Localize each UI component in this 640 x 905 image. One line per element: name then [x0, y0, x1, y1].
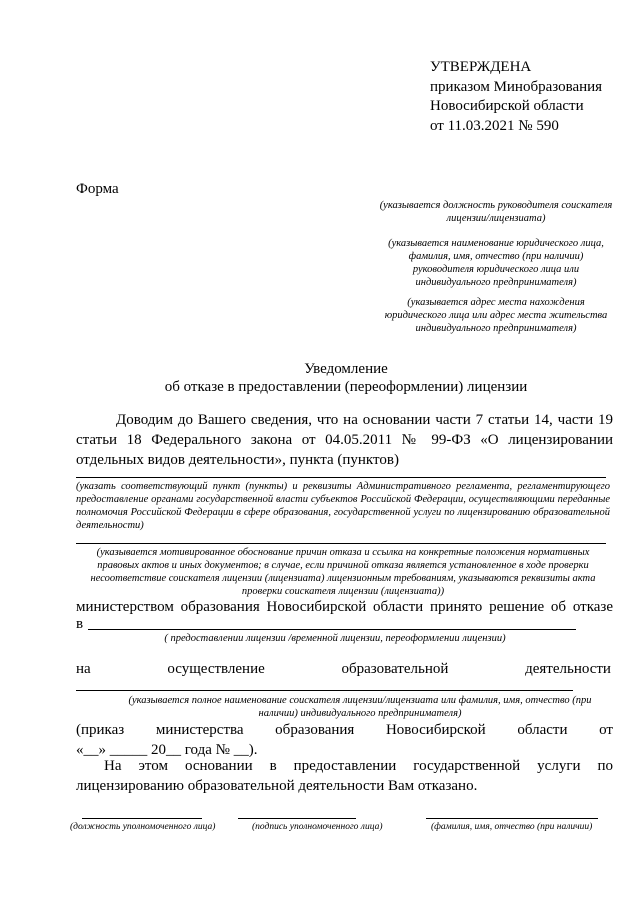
decision-type-note: ( предоставлении лицензии /временной лицензии, переоформлении лицензии) — [164, 633, 506, 644]
order-line-2: «__» _____ 20__ года № __). — [76, 742, 258, 758]
activity-word-2: осуществление — [167, 661, 265, 677]
final-line-1: На этом основании в предоставлении государственной услуги по — [104, 758, 613, 774]
final-line-2: лицензированию образовательной деятельности Вам отказано. — [76, 778, 478, 794]
order-line-1: (приказ министерства образования Новосибирской области от — [76, 722, 613, 738]
decision-type-fill-line — [88, 629, 576, 630]
addressee-name-note: (указывается наименование юридического лица, фамилия, имя, отчество (при наличии) руководителя юридического лица или индивидуального предпринимателя) — [388, 238, 604, 288]
form-label: Форма — [76, 181, 119, 197]
approval-order: приказом Минобразования — [430, 78, 603, 95]
applicant-note: (указывается полное наименование соискателя лицензии/лицензиата или фамилия, имя, отчество (при наличии) индивидуального предпринимателя) — [128, 695, 592, 719]
intro-line-3: отдельных видов деятельности», пункта (пунктов) — [76, 452, 399, 468]
decision-v: в — [76, 616, 84, 632]
reason-fill-line — [76, 543, 606, 544]
activity-word-1: на — [76, 661, 91, 677]
applicant-fill-line — [76, 690, 573, 691]
reason-note: (указывается мотивированное обоснование причин отказа и ссылка на конкретные положения нормативных правовых актов и иных документов; в случае, если причиной отказа является установленное в ходе проверки несоответствие соискателя лицензии (лицензиата) лицензионным требованиям, указываются реквизиты акта проверки соискателя лицензии (лицензиата)) — [90, 547, 596, 597]
document-subtitle: об отказе в предоставлении (переоформлении) лицензии — [164, 379, 528, 395]
name-caption: (фамилия, имя, отчество (при наличии) — [431, 822, 593, 832]
activity-line — [76, 661, 611, 678]
position-signature-line — [82, 818, 202, 819]
approval-stamp — [430, 58, 602, 136]
intro-line-1: Доводим до Вашего сведения, что на основании части 7 статьи 14, части 19 — [116, 412, 613, 428]
name-signature-line — [426, 818, 598, 819]
addressee-position-note: (указывается должность руководителя соискателя лицензии/лицензиата) — [379, 200, 613, 224]
approval-date-number: от 11.03.2021 № 590 — [430, 117, 559, 134]
regulation-fill-line — [76, 477, 606, 478]
signature-caption: (подпись уполномоченного лица) — [252, 822, 383, 832]
decision-line: министерством образования Новосибирской области принято решение об отказе — [76, 599, 613, 615]
position-caption: (должность уполномоченного лица) — [70, 822, 216, 832]
activity-word-3: образовательной — [341, 661, 449, 677]
addressee-address-note: (указывается адрес места нахождения юридического лица или адрес места жительства индивидуального предпринимателя) — [384, 297, 608, 334]
approval-region: Новосибирской области — [430, 98, 584, 114]
approval-title: УТВЕРЖДЕНА — [430, 59, 532, 75]
activity-word-4: деятельности — [525, 661, 611, 677]
regulation-note: (указать соответствующий пункт (пункты) и реквизиты Административного регламента, регламентирующего предоставление органами государственной власти субъектов Российской Федерации, осуществляющими переданные полномочия Российской Федерации в сфере образования, государственной услуги по лицензированию образовательной деятельности) — [76, 481, 610, 531]
document-title: Уведомление — [304, 361, 388, 377]
intro-line-2: статьи 18 Федерального закона от 04.05.2011 № 99-ФЗ «О лицензировании — [76, 432, 613, 448]
signature-line — [238, 818, 356, 819]
